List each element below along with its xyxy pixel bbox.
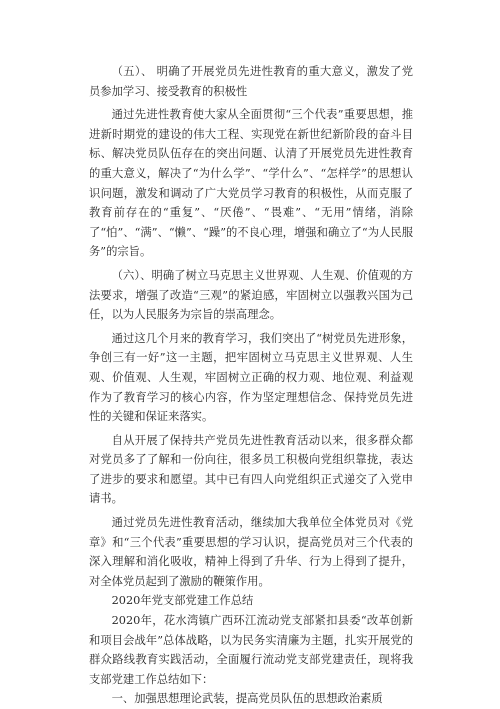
summary-intro-paragraph: 2020年，花水湾镇广西环江流动党支部紧扣县委“改革创新和项目会战年”总体战略，以为民务实清廉为主题，扎实开展党的群众路线教育实践活动，全面履行流动党支部党建责任，现将我支部党建工作总结如下： — [89, 614, 413, 686]
section-six-heading: （六）、明确了树立马克思主义世界观、人生观、价值观的方法要求，增强了改造“三观”的紧迫感，牢固树立以强教兴国为己任，以为人民服务为宗旨的崇高理念。 — [89, 268, 413, 322]
summary-section-one-heading: 一、加强思想理论武装，提高党员队伍的思想政治素质 — [111, 692, 383, 706]
paragraph-study-theme: 通过这几个月来的教育学习，我们突出了“树党员先进形象，争创三有一好”这一主题，把牢固树立马克思主义世界观、人生观、价值观、人生观，牢固树立正确的权力观、地位观、利益观作为了教育学习的核心内容，作为坚定理想信念、保持党员先进性的关键和保证来落实。 — [89, 331, 413, 424]
paragraph-continued-study: 通过党员先进性教育活动，继续加大我单位全体党员对《党章》和“三个代表”重要思想的学习认识，提高党员对三个代表的深入理解和消化吸收，精神上得到了升华、行为上得到了提升，对全体党员起到了激励的鞭策作用。 — [89, 516, 413, 588]
paragraph-education-significance: 通过先进性教育使大家从全面贯彻“三个代表”重要思想，推进新时期党的建设的伟大工程、实现党在新世纪新阶段的奋斗目标、解决党员队伍存在的突出问题、认清了开展党员先进性教育的重大意义，解决了“为什么学”、“学什么”、“怎样学”的思想认识问题，激发和调动了广大党员学习教育的积极性，从而克服了教育前存在的“重复”、“厌倦”、“畏难”、“无用”情绪，消除了“怕”、“满”、“懒”、“躁”的不良心理，增强和确立了“为人民服务”的宗旨。 — [89, 108, 413, 259]
section-five-heading: （五）、 明确了开展党员先进性教育的重大意义，激发了党员参加学习、接受教育的积极性 — [89, 65, 413, 98]
summary-title: 2020年党支部党建工作总结 — [111, 594, 254, 608]
document-body — [89, 62, 413, 709]
paragraph-activity-results: 自从开展了保持共产党员先进性教育活动以来，很多群众都对党员多了了解和一份向往，很多员工积极向党组织靠拢，表达了进步的要求和愿望。其中已有四人向党组织正式递交了入党申请书。 — [89, 433, 413, 506]
